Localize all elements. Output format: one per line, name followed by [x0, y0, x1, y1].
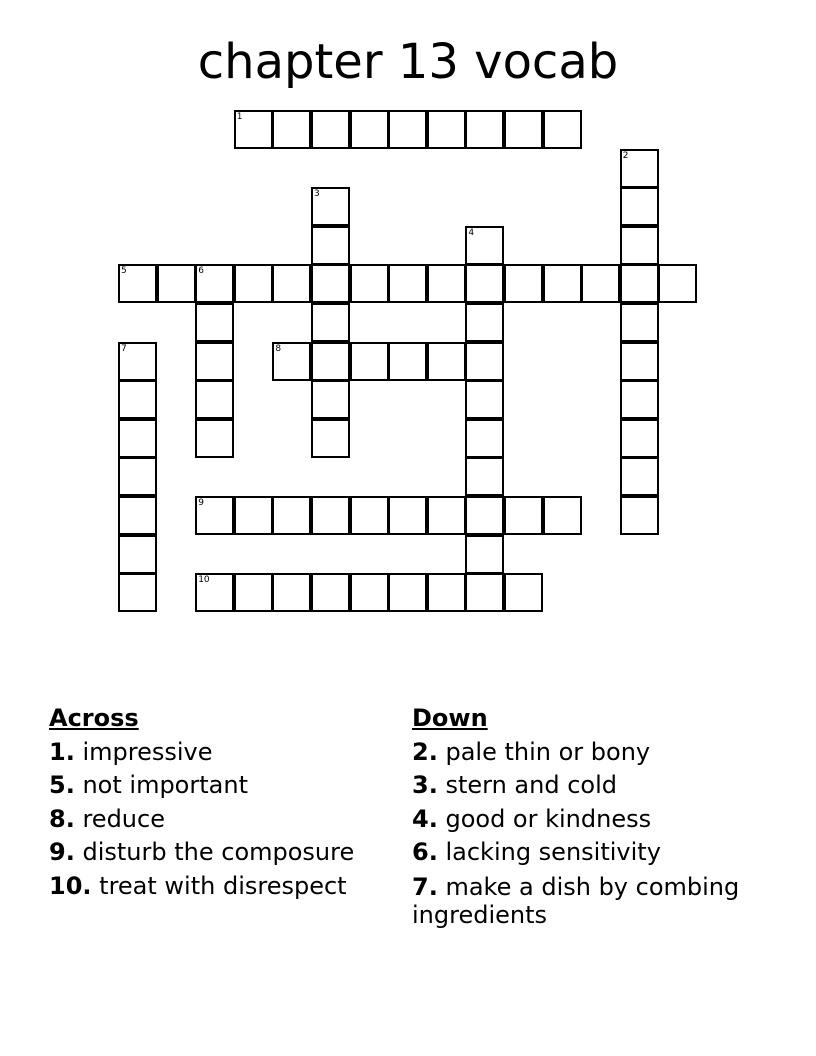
down-clue [412, 769, 792, 803]
clue-text: make a dish by combing ingredients [412, 872, 740, 929]
crossword-cell[interactable] [465, 264, 504, 303]
crossword-cell[interactable] [350, 110, 389, 149]
across-clue [49, 870, 399, 904]
crossword-cell[interactable] [427, 110, 466, 149]
clue-text: not important [82, 771, 248, 799]
clue-text: stern and cold [445, 771, 617, 799]
across-clue [49, 836, 399, 870]
crossword-cell[interactable] [234, 264, 273, 303]
crossword-cell[interactable] [504, 110, 543, 149]
crossword-cell[interactable] [118, 573, 157, 612]
crossword-cell[interactable] [234, 110, 273, 149]
crossword-cell[interactable] [427, 573, 466, 612]
clue-text: pale thin or bony [445, 737, 651, 766]
cell-number: 3 [314, 189, 320, 200]
down-clue [412, 870, 792, 929]
crossword-cell[interactable] [620, 149, 659, 188]
crossword-cell[interactable] [118, 380, 157, 419]
clue-number: 3. [412, 771, 438, 799]
clue-text: treat with disrespect [99, 871, 347, 900]
crossword-cell[interactable] [543, 496, 582, 535]
crossword-cell[interactable] [427, 496, 466, 535]
clue-text: good or kindness [445, 804, 652, 833]
crossword-cell[interactable] [620, 496, 659, 535]
crossword-cell[interactable] [272, 573, 311, 612]
crossword-cell[interactable] [504, 573, 543, 612]
crossword-cell[interactable] [465, 535, 504, 574]
down-clue [412, 836, 792, 870]
crossword-cell[interactable] [311, 496, 350, 535]
clue-number: 9. [49, 838, 75, 866]
crossword-cell[interactable] [620, 342, 659, 381]
crossword-cell[interactable] [118, 342, 157, 381]
crossword-cell[interactable] [311, 110, 350, 149]
crossword-cell[interactable] [272, 110, 311, 149]
down-clues [412, 702, 792, 929]
crossword-cell[interactable] [118, 496, 157, 535]
crossword-cell[interactable] [157, 264, 196, 303]
cell-number: 5 [121, 266, 127, 277]
crossword-cell[interactable] [620, 457, 659, 496]
cell-number: 10 [198, 575, 210, 586]
crossword-cell[interactable] [620, 303, 659, 342]
cell-number: 4 [468, 227, 475, 238]
crossword-cell[interactable] [195, 419, 234, 458]
crossword-cell[interactable] [620, 264, 659, 303]
crossword-cell[interactable] [118, 419, 157, 458]
crossword-cell[interactable] [388, 264, 427, 303]
crossword-cell[interactable] [504, 264, 543, 303]
crossword-cell[interactable] [388, 342, 427, 381]
clue-number: 8. [49, 804, 75, 833]
clue-number: 7. [412, 872, 438, 901]
across-clue [49, 736, 399, 770]
crossword-cell[interactable] [465, 226, 504, 265]
crossword-cell[interactable] [311, 573, 350, 612]
crossword-cell[interactable] [195, 573, 234, 612]
crossword-cell[interactable] [465, 110, 504, 149]
crossword-cell[interactable] [118, 535, 157, 574]
crossword-cell[interactable] [118, 457, 157, 496]
across-heading: Across [49, 704, 139, 732]
clue-number: 6. [412, 838, 438, 866]
crossword-cell[interactable] [272, 496, 311, 535]
clue-number: 1. [49, 737, 75, 766]
cell-number: 6 [198, 266, 204, 277]
crossword-cell[interactable] [388, 496, 427, 535]
down-clue [412, 803, 792, 837]
down-heading: Down [412, 704, 488, 732]
cell-number: 1 [236, 112, 243, 122]
cell-number: 7 [121, 343, 127, 354]
crossword-cell[interactable] [311, 187, 350, 226]
crossword-cell[interactable] [350, 264, 389, 303]
crossword-cell[interactable] [465, 303, 504, 342]
crossword-cell[interactable] [272, 342, 311, 381]
clue-text: lacking sensitivity [445, 838, 661, 866]
across-clues [49, 702, 399, 903]
crossword-cell[interactable] [311, 226, 350, 265]
crossword-cell[interactable] [311, 303, 350, 342]
cell-number: 9 [198, 498, 204, 508]
cell-number: 2 [622, 150, 629, 161]
clue-text: impressive [82, 737, 213, 766]
clue-number: 2. [412, 737, 438, 766]
clue-text: disturb the composure [82, 838, 355, 866]
crossword-cell[interactable] [388, 110, 427, 149]
crossword-cell[interactable] [581, 264, 620, 303]
crossword-cell[interactable] [350, 573, 389, 612]
crossword-cell[interactable] [195, 380, 234, 419]
crossword-cell[interactable] [620, 419, 659, 458]
crossword-cell[interactable] [427, 342, 466, 381]
crossword-cell[interactable] [195, 303, 234, 342]
crossword-cell[interactable] [427, 264, 466, 303]
down-clue [412, 736, 792, 770]
crossword-cell[interactable] [118, 264, 157, 303]
crossword-cell[interactable] [465, 496, 504, 535]
crossword-cell[interactable] [311, 380, 350, 419]
crossword-cell[interactable] [465, 419, 504, 458]
crossword-cell[interactable] [311, 264, 350, 303]
crossword-cell[interactable] [350, 342, 389, 381]
crossword-cell[interactable] [272, 264, 311, 303]
crossword-cell[interactable] [658, 264, 697, 303]
crossword-cell[interactable] [195, 342, 234, 381]
clue-number: 5. [49, 771, 75, 799]
page-title: chapter 13 vocab [197, 34, 619, 90]
across-clue [49, 803, 399, 837]
crossword-cell[interactable] [234, 496, 273, 535]
crossword-cell[interactable] [465, 380, 504, 419]
clue-text: reduce [82, 804, 165, 833]
crossword-cell[interactable] [620, 187, 659, 226]
crossword-cell[interactable] [620, 226, 659, 265]
crossword-cell[interactable] [504, 496, 543, 535]
clue-number: 4. [412, 804, 438, 833]
crossword-cell[interactable] [465, 457, 504, 496]
crossword-cell[interactable] [311, 342, 350, 381]
crossword-cell[interactable] [234, 573, 273, 612]
crossword-cell[interactable] [311, 419, 350, 458]
crossword-cell[interactable] [195, 496, 234, 535]
across-clue [49, 769, 399, 803]
cell-number: 8 [275, 343, 282, 354]
crossword-cell[interactable] [388, 573, 427, 612]
clue-number: 10. [49, 871, 92, 900]
crossword-cell[interactable] [543, 110, 582, 149]
crossword-cell[interactable] [543, 264, 582, 303]
crossword-cell[interactable] [350, 496, 389, 535]
crossword-cell[interactable] [195, 264, 234, 303]
crossword-cell[interactable] [465, 573, 504, 612]
crossword-cell[interactable] [620, 380, 659, 419]
crossword-cell[interactable] [465, 342, 504, 381]
